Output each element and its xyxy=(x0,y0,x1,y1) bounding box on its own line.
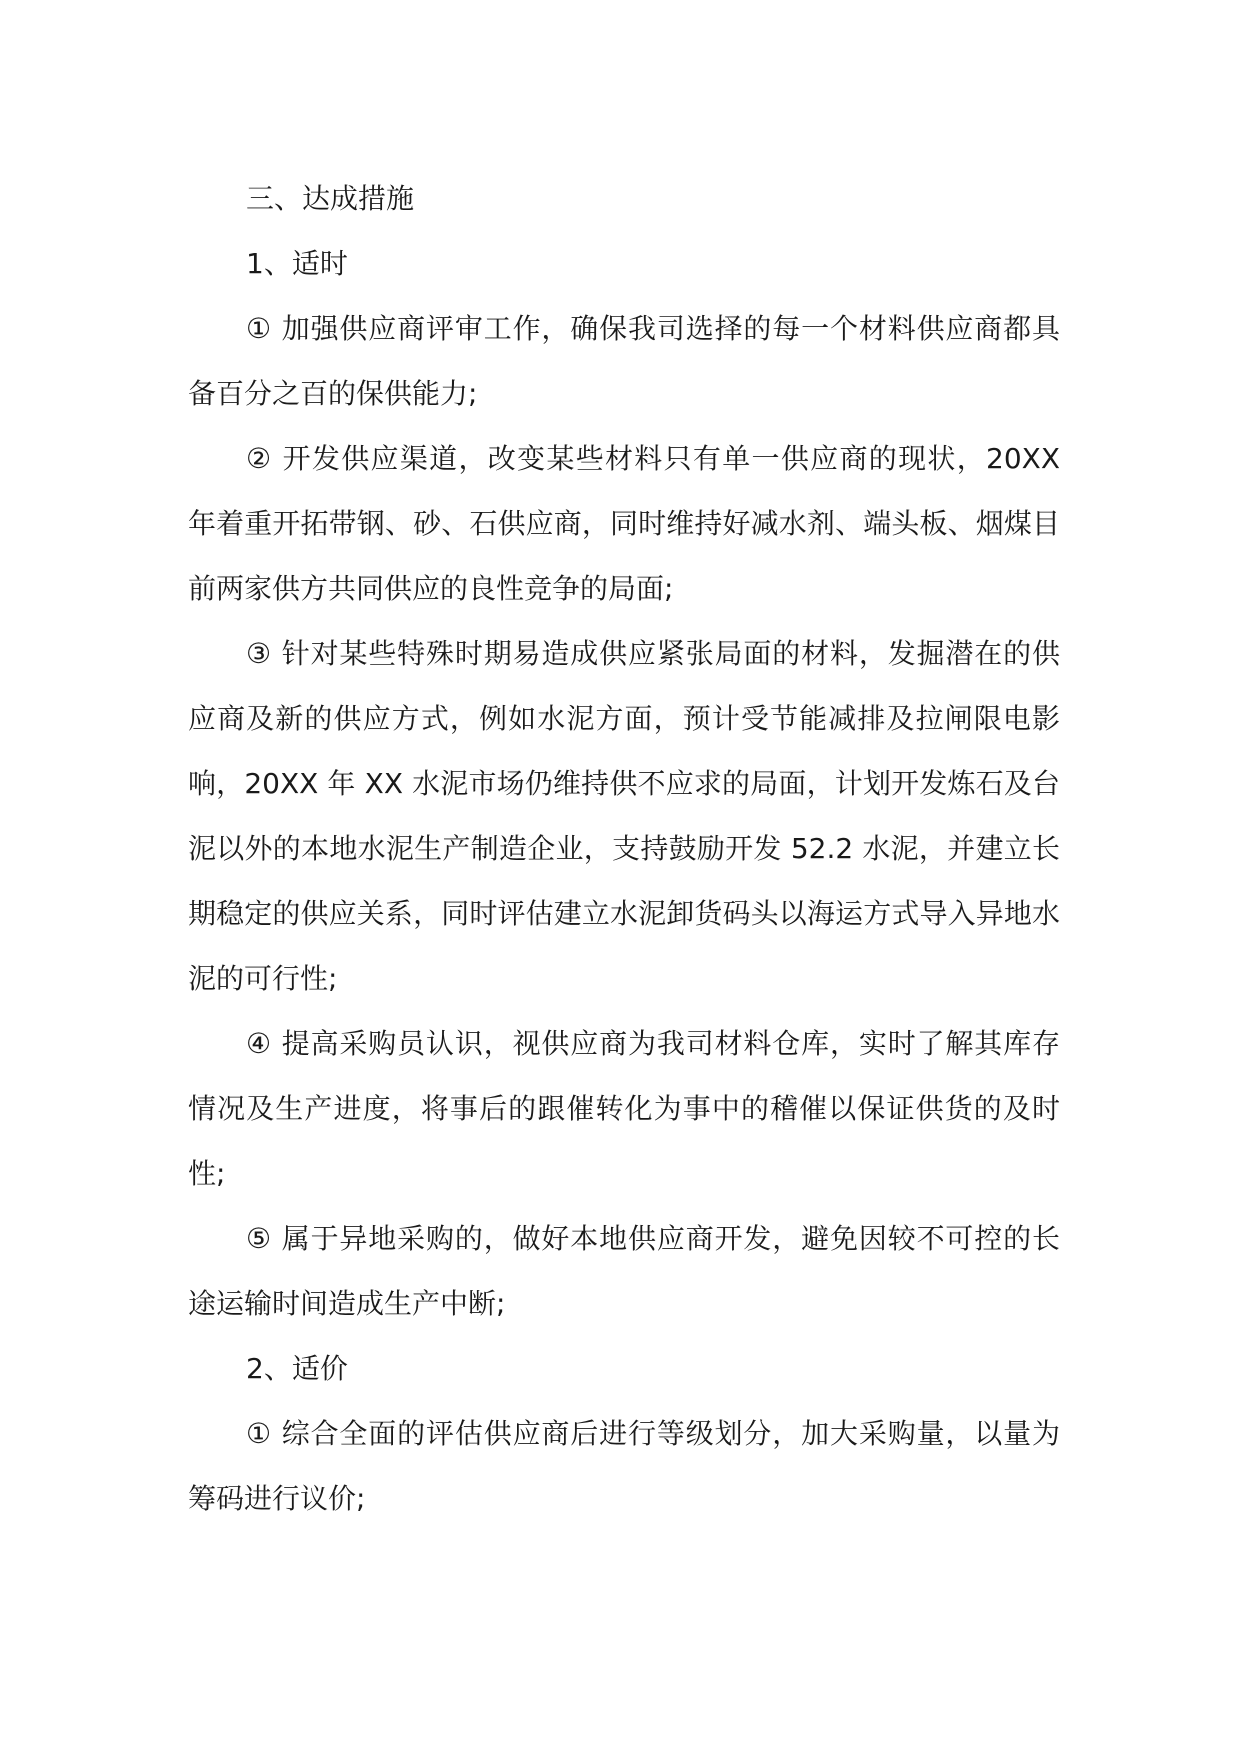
paragraph-item: ① 加强供应商评审工作，确保我司选择的每一个材料供应商都具备百分之百的保供能力; xyxy=(188,312,1060,410)
document-body xyxy=(188,166,1060,1531)
paragraph-item: ④ 提高采购员认识，视供应商为我司材料仓库，实时了解其库存情况及生产进度，将事后的跟催转化为事中的稽催以保证供货的及时性; xyxy=(188,1027,1060,1190)
subsection-heading-timeliness: 1、适时 xyxy=(246,247,348,280)
paragraph-item: ② 开发供应渠道，改变某些材料只有单一供应商的现状，20XX 年着重开拓带钢、砂、石供应商，同时维持好减水剂、端头板、烟煤目前两家供方共同供应的良性竞争的局面; xyxy=(188,442,1060,605)
subsection-heading-pricing: 2、适价 xyxy=(246,1352,348,1385)
paragraph-item: ③ 针对某些特殊时期易造成供应紧张局面的材料，发掘潜在的供应商及新的供应方式，例如水泥方面，预计受节能减排及拉闸限电影响，20XX 年 XX 水泥市场仍维持供不应求的局面，计划开发炼石及台泥以外的本地水泥生产制造企业，支持鼓励开发 52.2 水泥，并建立长期稳定的供应关系，同时评估建立水泥卸货码头以海运方式导入异地水泥的可行性; xyxy=(188,637,1060,995)
section-heading: 三、达成措施 xyxy=(246,182,415,215)
paragraph-item: ① 综合全面的评估供应商后进行等级划分，加大采购量，以量为筹码进行议价; xyxy=(188,1417,1060,1515)
paragraph-item: ⑤ 属于异地采购的，做好本地供应商开发，避免因较不可控的长途运输时间造成生产中断; xyxy=(188,1222,1060,1320)
